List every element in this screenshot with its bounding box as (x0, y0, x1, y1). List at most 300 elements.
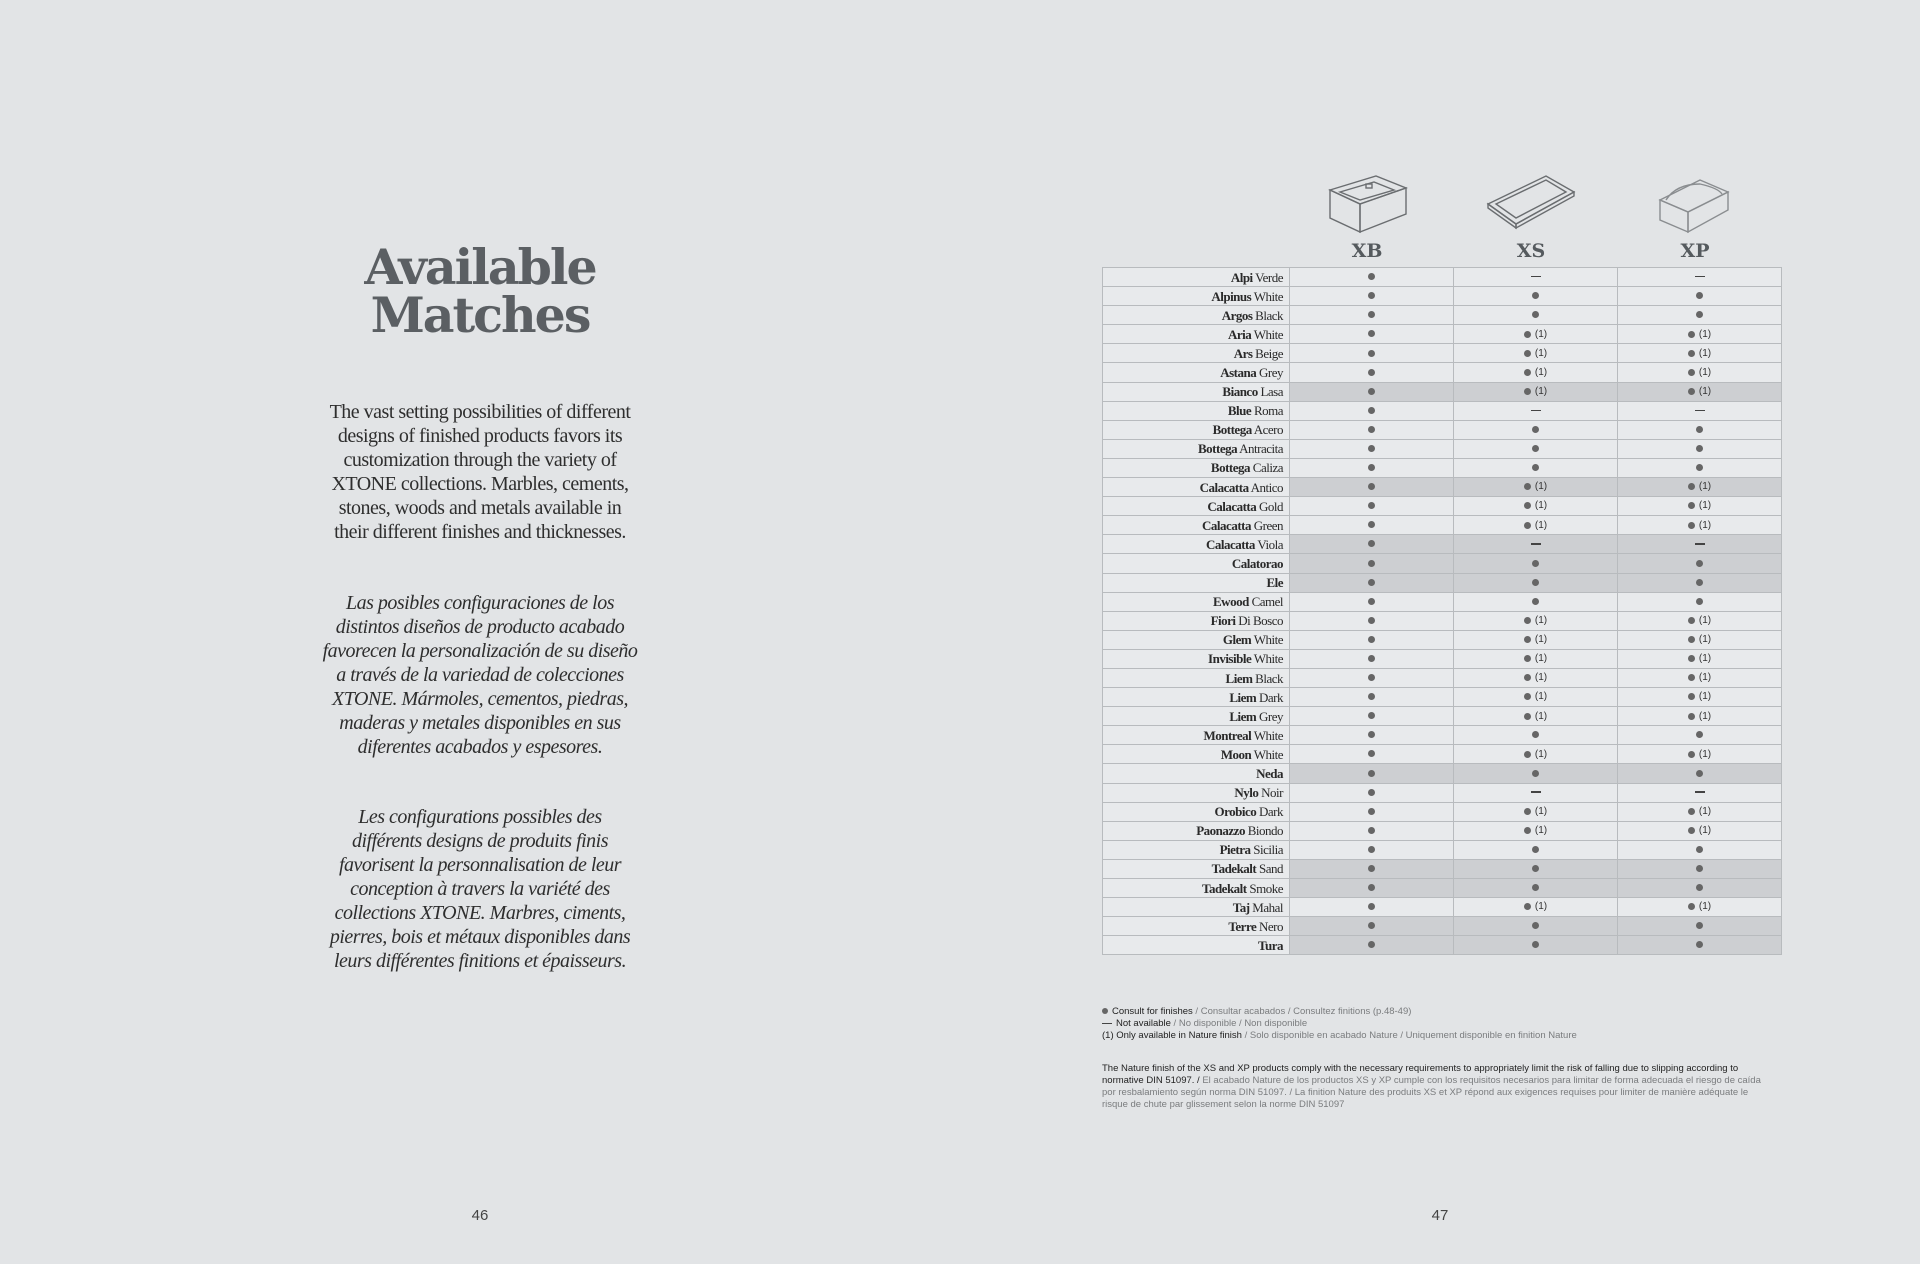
legend-consult-en: Consult for finishes (1112, 1006, 1193, 1017)
cell-xs (1454, 688, 1618, 707)
table-row (1103, 592, 1782, 611)
cell-xp (1618, 268, 1782, 287)
cell-xs (1454, 458, 1618, 477)
nature-only-note: (1) (1698, 519, 1712, 531)
table-row (1103, 649, 1782, 668)
material-variant: White (1251, 326, 1283, 342)
available-dot-icon (1524, 636, 1531, 643)
title-line-1: Available (364, 238, 596, 296)
cell-xp (1618, 478, 1782, 497)
cell-xb (1290, 478, 1454, 497)
material-collection: Montreal (1203, 727, 1252, 743)
nature-only-note: (1) (1698, 481, 1712, 493)
material-name (1103, 516, 1290, 535)
cell-xb (1290, 688, 1454, 707)
cell-xb (1290, 707, 1454, 726)
material-name (1103, 745, 1290, 764)
material-collection: Blue (1227, 403, 1252, 419)
compliance-en: The Nature finish of the XS and XP products comply with the necessary requirements to appropriately limit the risk of falling due to slipping according to normative DIN 51097. / (1102, 1063, 1739, 1086)
cell-xs (1454, 630, 1618, 649)
legend-not-available (1102, 1018, 1782, 1030)
available-dot-icon (1532, 445, 1539, 452)
cell-xb (1290, 764, 1454, 783)
material-collection: Ars (1233, 345, 1253, 361)
table-row (1103, 840, 1782, 859)
nature-only-note: (1) (1534, 328, 1548, 340)
available-dot-icon (1368, 674, 1375, 681)
xs-tray-icon (1486, 170, 1576, 236)
cell-xs (1454, 478, 1618, 497)
nature-only-note: (1) (1534, 634, 1548, 646)
cell-xs (1454, 306, 1618, 325)
cell-xb (1290, 821, 1454, 840)
table-row (1103, 936, 1782, 955)
available-dot-icon (1368, 655, 1375, 662)
cell-xs (1454, 821, 1618, 840)
cell-xp (1618, 668, 1782, 687)
available-dot-icon (1688, 522, 1695, 529)
material-variant: Noir (1258, 785, 1283, 801)
material-name (1103, 306, 1290, 325)
not-available-dash-icon (1695, 410, 1705, 412)
cell-xs (1454, 611, 1618, 630)
table-row (1103, 668, 1782, 687)
available-dot-icon (1688, 369, 1695, 376)
material-variant: White (1251, 632, 1283, 648)
available-dot-icon (1368, 273, 1375, 280)
available-dot-icon (1368, 770, 1375, 777)
cell-xp (1618, 573, 1782, 592)
material-variant: Grey (1256, 365, 1283, 381)
material-collection: Calacatta (1207, 498, 1257, 514)
available-dot-icon (1532, 846, 1539, 853)
available-dot-icon (1688, 617, 1695, 624)
table-row (1103, 745, 1782, 764)
table-row (1103, 535, 1782, 554)
cell-xb (1290, 668, 1454, 687)
material-variant: Sand (1256, 861, 1283, 877)
nature-only-note: (1) (1698, 901, 1712, 913)
available-dot-icon (1524, 483, 1531, 490)
cell-xs (1454, 535, 1618, 554)
material-name (1103, 554, 1290, 573)
available-dot-icon (1696, 884, 1703, 891)
nature-only-note: (1) (1698, 748, 1712, 760)
material-collection: Calacatta (1205, 536, 1255, 552)
material-name (1103, 917, 1290, 936)
available-dot-icon (1368, 369, 1375, 376)
table-row (1103, 726, 1782, 745)
matches-table (1102, 267, 1782, 955)
table-row (1103, 821, 1782, 840)
material-variant: Gold (1256, 498, 1283, 514)
available-dot-icon (1524, 331, 1531, 338)
not-available-dash-icon (1531, 791, 1541, 793)
available-dot-icon (1688, 827, 1695, 834)
material-variant: White (1251, 651, 1283, 667)
table-row (1103, 707, 1782, 726)
material-collection: Orobico (1214, 804, 1257, 820)
cell-xs (1454, 783, 1618, 802)
material-name (1103, 478, 1290, 497)
available-dot-icon (1688, 903, 1695, 910)
cell-xs (1454, 859, 1618, 878)
cell-xs (1454, 898, 1618, 917)
cell-xb (1290, 649, 1454, 668)
material-collection: Calacatta (1199, 479, 1249, 495)
compliance-note (1102, 1063, 1770, 1111)
legend-na-en: Not available (1116, 1018, 1171, 1029)
available-dot-icon (1696, 426, 1703, 433)
dot-icon (1102, 1008, 1108, 1014)
cell-xb (1290, 898, 1454, 917)
material-collection: Alpinus (1211, 288, 1252, 304)
available-dot-icon (1524, 350, 1531, 357)
material-collection: Liem (1225, 670, 1253, 686)
material-variant: Dark (1256, 804, 1283, 820)
cell-xp (1618, 287, 1782, 306)
cell-xp (1618, 688, 1782, 707)
material-collection: Calatorao (1231, 555, 1283, 571)
material-name (1103, 688, 1290, 707)
cell-xs (1454, 325, 1618, 344)
material-collection: Liem (1229, 689, 1257, 705)
available-dot-icon (1532, 598, 1539, 605)
material-collection: Aria (1227, 326, 1252, 342)
material-variant: White (1251, 746, 1283, 762)
cell-xb (1290, 573, 1454, 592)
material-collection: Argos (1221, 307, 1253, 323)
available-dot-icon (1532, 464, 1539, 471)
cell-xp (1618, 764, 1782, 783)
cell-xp (1618, 859, 1782, 878)
cell-xs (1454, 802, 1618, 821)
page-number-right: 47 (1431, 1207, 1449, 1224)
available-dot-icon (1696, 464, 1703, 471)
material-name (1103, 898, 1290, 917)
available-dot-icon (1688, 693, 1695, 700)
material-name (1103, 726, 1290, 745)
available-dot-icon (1688, 655, 1695, 662)
available-dot-icon (1688, 388, 1695, 395)
cell-xb (1290, 306, 1454, 325)
material-collection: Ewood (1213, 594, 1249, 610)
nature-only-note: (1) (1698, 805, 1712, 817)
cell-xs (1454, 268, 1618, 287)
available-dot-icon (1368, 941, 1375, 948)
material-name (1103, 936, 1290, 955)
material-name (1103, 879, 1290, 898)
cell-xp (1618, 745, 1782, 764)
table-row (1103, 287, 1782, 306)
material-name (1103, 363, 1290, 382)
cell-xs (1454, 363, 1618, 382)
material-name (1103, 325, 1290, 344)
cell-xb (1290, 325, 1454, 344)
available-dot-icon (1368, 865, 1375, 872)
material-variant: Sicilia (1250, 842, 1283, 858)
available-dot-icon (1524, 808, 1531, 815)
cell-xp (1618, 649, 1782, 668)
available-dot-icon (1524, 522, 1531, 529)
cell-xp (1618, 344, 1782, 363)
table-row (1103, 420, 1782, 439)
material-collection: Tadekalt (1211, 861, 1257, 877)
cell-xp (1618, 497, 1782, 516)
nature-only-note: (1) (1534, 710, 1548, 722)
material-collection: Neda (1256, 765, 1283, 781)
available-dot-icon (1696, 846, 1703, 853)
page-number-left: 46 (471, 1207, 489, 1224)
nature-only-note: (1) (1698, 825, 1712, 837)
available-dot-icon (1368, 903, 1375, 910)
available-dot-icon (1688, 502, 1695, 509)
cell-xs (1454, 840, 1618, 859)
available-dot-icon (1368, 540, 1375, 547)
cell-xp (1618, 936, 1782, 955)
available-dot-icon (1532, 426, 1539, 433)
table-row (1103, 401, 1782, 420)
cell-xs (1454, 554, 1618, 573)
table-row (1103, 497, 1782, 516)
nature-only-note: (1) (1698, 710, 1712, 722)
available-dot-icon (1688, 713, 1695, 720)
legend (1102, 1006, 1782, 1042)
available-dot-icon (1368, 693, 1375, 700)
cell-xs (1454, 745, 1618, 764)
available-dot-icon (1688, 808, 1695, 815)
available-dot-icon (1368, 330, 1375, 337)
material-name (1103, 497, 1290, 516)
available-dot-icon (1696, 922, 1703, 929)
material-variant: Smoke (1246, 880, 1283, 896)
available-dot-icon (1368, 464, 1375, 471)
cell-xb (1290, 859, 1454, 878)
xb-basin-icon (1326, 170, 1410, 236)
material-variant: Biondo (1244, 823, 1283, 839)
cell-xb (1290, 363, 1454, 382)
cell-xb (1290, 382, 1454, 401)
material-collection: Bianco (1222, 384, 1258, 400)
cell-xb (1290, 840, 1454, 859)
available-dot-icon (1368, 712, 1375, 719)
cell-xb (1290, 344, 1454, 363)
cell-xb (1290, 516, 1454, 535)
available-dot-icon (1368, 483, 1375, 490)
available-dot-icon (1532, 311, 1539, 318)
cell-xp (1618, 325, 1782, 344)
material-collection: Bottega (1197, 441, 1238, 457)
table-row (1103, 363, 1782, 382)
material-collection: Paonazzo (1196, 823, 1245, 839)
table-row (1103, 573, 1782, 592)
available-dot-icon (1532, 560, 1539, 567)
cell-xp (1618, 840, 1782, 859)
cell-xp (1618, 707, 1782, 726)
material-name (1103, 630, 1290, 649)
material-name (1103, 592, 1290, 611)
cell-xs (1454, 420, 1618, 439)
cell-xs (1454, 401, 1618, 420)
available-dot-icon (1368, 617, 1375, 624)
cell-xb (1290, 879, 1454, 898)
cell-xb (1290, 611, 1454, 630)
nature-only-note: (1) (1698, 634, 1712, 646)
nature-only-note: (1) (1534, 805, 1548, 817)
available-dot-icon (1524, 655, 1531, 662)
nature-only-note: (1) (1534, 825, 1548, 837)
dash-icon (1102, 1023, 1112, 1025)
material-variant: Di Bosco (1235, 613, 1283, 629)
nature-only-note: (1) (1534, 500, 1548, 512)
available-dot-icon (1368, 884, 1375, 891)
material-collection: Alpi (1230, 269, 1253, 285)
material-collection: Taj (1232, 899, 1250, 915)
material-name (1103, 840, 1290, 859)
cell-xb (1290, 554, 1454, 573)
not-available-dash-icon (1531, 543, 1541, 545)
cell-xp (1618, 783, 1782, 802)
page-title (330, 238, 630, 344)
material-collection: Terre (1228, 918, 1257, 934)
cell-xs (1454, 592, 1618, 611)
nature-only-note: (1) (1698, 328, 1712, 340)
material-collection: Nylo (1234, 785, 1259, 801)
nature-only-note: (1) (1698, 500, 1712, 512)
cell-xs (1454, 573, 1618, 592)
material-name (1103, 611, 1290, 630)
material-name (1103, 859, 1290, 878)
nature-only-note: (1) (1534, 615, 1548, 627)
material-variant: Green (1250, 517, 1283, 533)
cell-xs (1454, 649, 1618, 668)
cell-xs (1454, 287, 1618, 306)
compliance-rest: El acabado Nature de los productos XS y XP cumple con los requisitos necesarios para limitar de forma adecuada el riesgo de caída por resbalamiento según norma DIN 51097. / La finition Nature des produits XS et XP répond aux exigences requises pour limiter de manière adéquate le risque de chute par glissement selon la norme DIN 51097 (1102, 1075, 1761, 1110)
available-dot-icon (1368, 827, 1375, 834)
material-variant: Caliza (1250, 460, 1283, 476)
available-dot-icon (1368, 311, 1375, 318)
legend-only-en: (1) Only available in Nature finish (1102, 1030, 1242, 1041)
available-dot-icon (1696, 731, 1703, 738)
material-variant: Roma (1251, 403, 1283, 419)
legend-na-rest: / No disponible / Non disponible (1170, 1018, 1308, 1029)
cell-xs (1454, 516, 1618, 535)
cell-xp (1618, 802, 1782, 821)
material-name (1103, 821, 1290, 840)
cell-xp (1618, 401, 1782, 420)
material-name (1103, 707, 1290, 726)
cell-xb (1290, 420, 1454, 439)
legend-consult-rest: / Consultar acabados / Consultez finitions (p.48-49) (1192, 1006, 1412, 1017)
available-dot-icon (1368, 388, 1375, 395)
available-dot-icon (1368, 789, 1375, 796)
material-name (1103, 458, 1290, 477)
material-variant: Viola (1254, 536, 1283, 552)
available-dot-icon (1532, 731, 1539, 738)
cell-xp (1618, 917, 1782, 936)
not-available-dash-icon (1531, 410, 1541, 412)
cell-xs (1454, 344, 1618, 363)
available-dot-icon (1368, 560, 1375, 567)
material-name (1103, 420, 1290, 439)
available-dot-icon (1696, 445, 1703, 452)
table-row (1103, 458, 1782, 477)
material-variant: Lasa (1257, 384, 1283, 400)
available-dot-icon (1368, 350, 1375, 357)
nature-only-note: (1) (1534, 901, 1548, 913)
available-dot-icon (1368, 922, 1375, 929)
material-name (1103, 649, 1290, 668)
material-name (1103, 344, 1290, 363)
nature-only-note: (1) (1534, 519, 1548, 531)
cell-xb (1290, 268, 1454, 287)
available-dot-icon (1532, 579, 1539, 586)
table-row (1103, 344, 1782, 363)
cell-xb (1290, 726, 1454, 745)
table-row (1103, 879, 1782, 898)
material-name (1103, 439, 1290, 458)
table-row (1103, 802, 1782, 821)
material-collection: Pietra (1219, 842, 1251, 858)
nature-only-note: (1) (1534, 748, 1548, 760)
available-dot-icon (1524, 674, 1531, 681)
available-dot-icon (1524, 502, 1531, 509)
material-name (1103, 764, 1290, 783)
not-available-dash-icon (1695, 791, 1705, 793)
available-dot-icon (1696, 770, 1703, 777)
available-dot-icon (1368, 598, 1375, 605)
nature-only-note: (1) (1698, 366, 1712, 378)
column-header-xb: XB (1351, 240, 1383, 262)
nature-only-note: (1) (1534, 672, 1548, 684)
not-available-dash-icon (1695, 276, 1705, 278)
available-dot-icon (1368, 636, 1375, 643)
not-available-dash-icon (1531, 276, 1541, 278)
nature-only-note: (1) (1698, 653, 1712, 665)
available-dot-icon (1524, 903, 1531, 910)
nature-only-note: (1) (1698, 385, 1712, 397)
cell-xp (1618, 726, 1782, 745)
intro-spanish: Las posibles configuraciones de los distintos diseños de producto acabado favorecen la personalización de su diseño a través de la variedad de colecciones XTONE. Mármoles, cementos, piedras, maderas y metales disponibles en sus diferentes acabados y espesores. (322, 592, 638, 758)
available-dot-icon (1368, 292, 1375, 299)
material-variant: Dark (1256, 689, 1283, 705)
available-dot-icon (1368, 407, 1375, 414)
nature-only-note: (1) (1534, 347, 1548, 359)
cell-xp (1618, 821, 1782, 840)
cell-xs (1454, 497, 1618, 516)
available-dot-icon (1696, 598, 1703, 605)
cell-xb (1290, 287, 1454, 306)
material-variant: Black (1252, 307, 1283, 323)
legend-only-rest: / Solo disponible en acabado Nature / Uniquement disponible en finition Nature (1241, 1030, 1577, 1041)
material-variant: Nero (1256, 918, 1283, 934)
available-dot-icon (1368, 750, 1375, 757)
cell-xs (1454, 936, 1618, 955)
cell-xb (1290, 535, 1454, 554)
table-row (1103, 783, 1782, 802)
cell-xb (1290, 936, 1454, 955)
available-dot-icon (1524, 751, 1531, 758)
material-collection: Bottega (1212, 422, 1252, 438)
cell-xs (1454, 879, 1618, 898)
material-collection: Glem (1222, 632, 1252, 648)
available-dot-icon (1688, 751, 1695, 758)
cell-xb (1290, 783, 1454, 802)
material-variant: Black (1252, 670, 1283, 686)
material-name (1103, 287, 1290, 306)
available-dot-icon (1696, 941, 1703, 948)
nature-only-note: (1) (1698, 347, 1712, 359)
